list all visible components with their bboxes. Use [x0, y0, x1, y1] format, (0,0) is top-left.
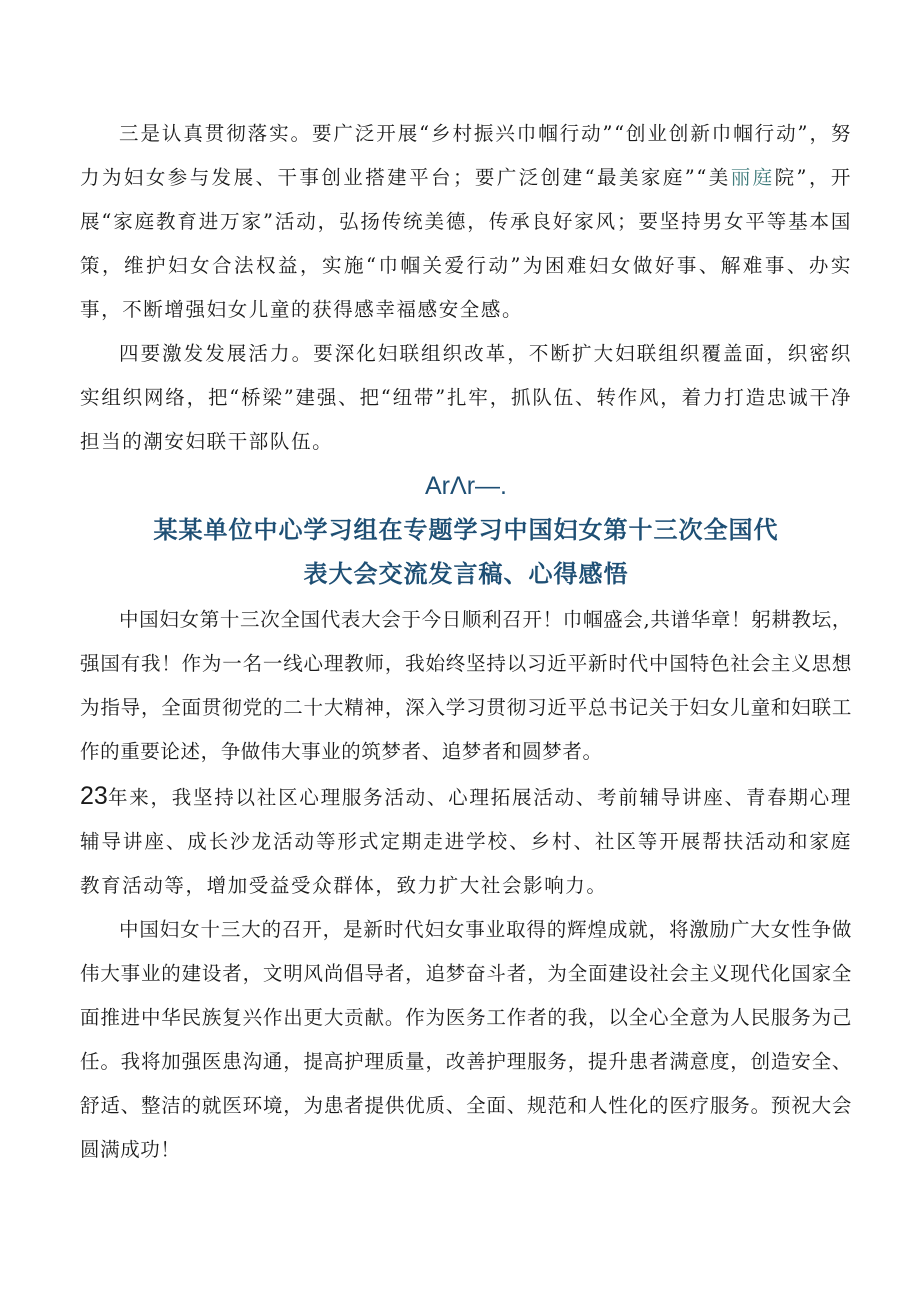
- document-page: [80, 112, 852, 1172]
- title-line-2: 表大会交流发言稿、心得感悟: [303, 560, 629, 588]
- paragraph-years-text: 年来，我坚持以社区心理服务活动、心理拓展活动、考前辅导讲座、青春期心理辅导讲座、成长沙龙活动等形式定期走进学校、乡村、社区等开展帮扶活动和家庭教育活动等，增加受益受众群体，致力扩大社会影响力。: [80, 786, 852, 897]
- paragraph-implementation: [80, 112, 852, 332]
- paragraph-vitality: 四要激发发展活力。要深化妇联组织改革，不断扩大妇联组织覆盖面，织密织实组织网络，把“桥梁”建强、把“纽带”扎牢，抓队伍、转作风，着力打造忠诚干净担当的潮安妇联干部队伍。: [80, 342, 852, 453]
- paragraph-closing: 中国妇女十三大的召开，是新时代妇女事业取得的辉煌成就，将激励广大女性争做伟大事业的建设者，文明风尚倡导者，追梦奋斗者，为全面建设社会主义现代化国家全面推进中华民族复兴作出更大贡献。作为医务工作者的我，以全心全意为人民服务为己任。我将加强医患沟通，提高护理质量，改善护理服务，提升患者满意度，创造安全、舒适、整洁的就医环境，为患者提供优质、全面、规范和人性化的医疗服务。预祝大会圆满成功！: [80, 918, 852, 1161]
- paragraph-opening: 中国妇女第十三次全国代表大会于今日顺利召开！巾帼盛会,共谱华章！躬耕教坛，强国有我！作为一名一线心理教师，我始终坚持以习近平新时代中国特色社会主义思想为指导，全面贯彻党的二十大精神，深入学习贯彻习近平总书记关于妇女儿童和妇联工作的重要论述，争做伟大事业的筑梦者、追梦者和圆梦者。: [80, 608, 852, 763]
- section-divider: ArΛr—.: [425, 472, 507, 500]
- highlighted-text: 丽庭: [730, 166, 775, 189]
- paragraph-years: [80, 774, 852, 908]
- title-line-1: 某某单位中心学习组在专题学习中国妇女第十三次全国代: [153, 516, 779, 544]
- document-title: [80, 508, 852, 596]
- paragraph-implementation-text-a: 三是认真贯彻落实。要广泛开展“乡村振兴巾帼行动”“创业创新巾帼行动”，努力为妇女参与发展、干事创业搭建平台；要广泛创建“最美家庭”“美: [80, 122, 852, 189]
- years-number: 23: [80, 782, 108, 810]
- paragraph-implementation-text-b: 院”，开展“家庭教育进万家”活动，弘扬传统美德，传承良好家风；要坚持男女平等基本国策，维护妇女合法权益，实施“巾帼关爱行动”为困难妇女做好事、解难事、办实事，不断增强妇女儿童的获得感幸福感安全感。: [80, 166, 852, 321]
